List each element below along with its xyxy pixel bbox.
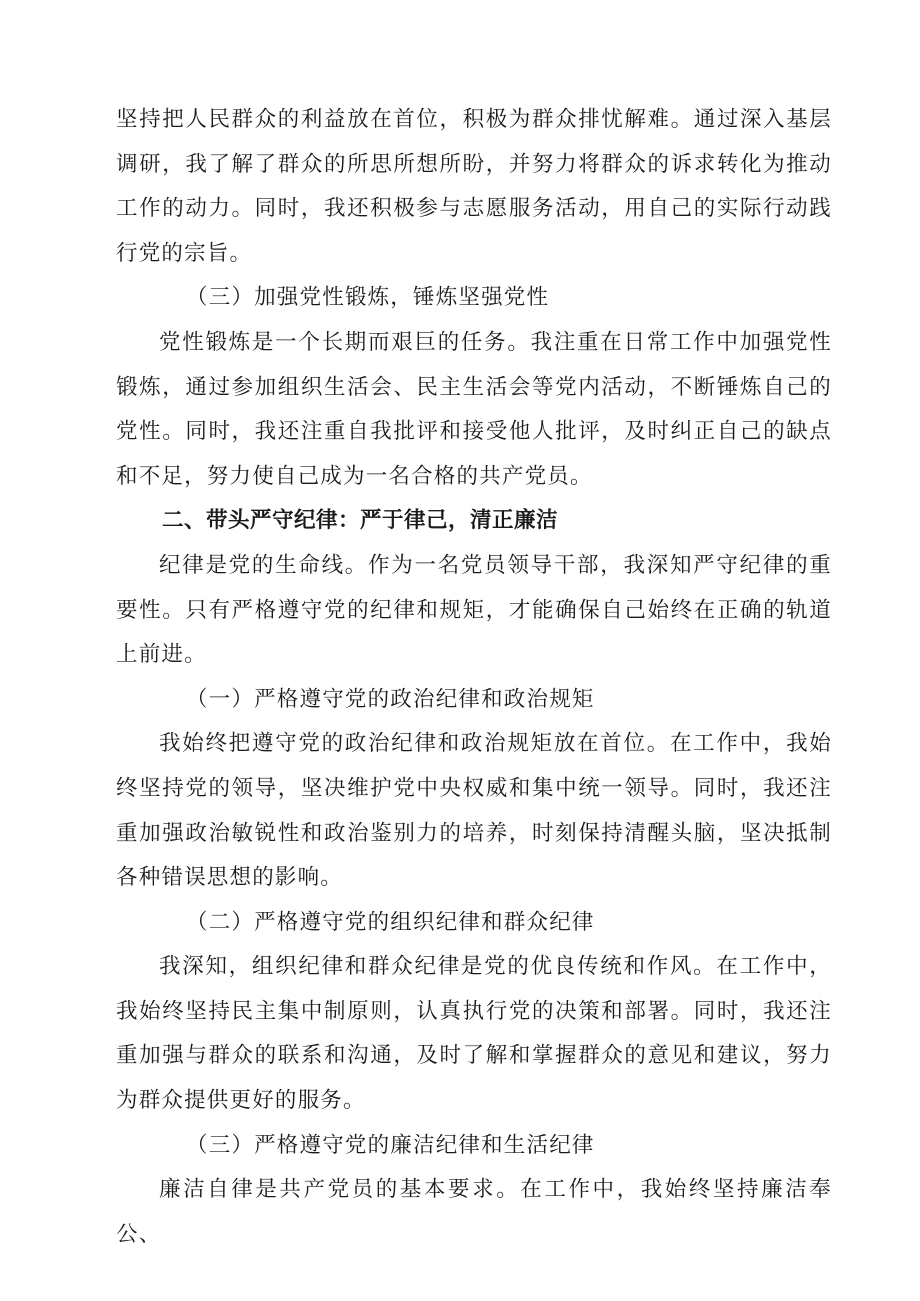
document-body <box>116 98 832 1257</box>
paragraph: 党性锻炼是一个长期而艰巨的任务。我注重在日常工作中加强党性锻炼，通过参加组织生活会、民主生活会等党内活动，不断锤炼自己的党性。同时，我还注重自我批评和接受他人批评，及时纠正自己的缺点和不足，努力使自己成为一名合格的共产党员。 <box>116 329 832 489</box>
paragraph: 我始终把遵守党的政治纪律和政治规矩放在首位。在工作中，我始终坚持党的领导，坚决维护党中央权威和集中统一领导。同时，我还注重加强政治敏锐性和政治鉴别力的培养，时刻保持清醒头脑，坚决抵制各种错误思想的影响。 <box>116 731 832 891</box>
section-heading: 二、带头严守纪律：严于律己，清正廉洁 <box>162 508 559 534</box>
subsection-heading: （二）严格遵守党的组织纪律和群众纪律 <box>186 909 595 935</box>
paragraph: 纪律是党的生命线。作为一名党员领导干部，我深知严守纪律的重要性。只有严格遵守党的纪律和规矩，才能确保自己始终在正确的轨道上前进。 <box>116 552 832 668</box>
subsection-heading: （三）严格遵守党的廉洁纪律和生活纪律 <box>186 1132 595 1158</box>
paragraph-continuation: 坚持把人民群众的利益放在首位，积极为群众排忧解难。通过深入基层调研，我了解了群众的所思所想所盼，并努力将群众的诉求转化为推动工作的动力。同时，我还积极参与志愿服务活动，用自己的实际行动践行党的宗旨。 <box>116 107 832 266</box>
subsection-heading: （三）加强党性锻炼，锤炼坚强党性 <box>186 285 550 311</box>
paragraph: 廉洁自律是共产党员的基本要求。在工作中，我始终坚持廉洁奉公、 <box>116 1177 832 1247</box>
subsection-heading: （一）严格遵守党的政治纪律和政治规矩 <box>186 686 595 712</box>
paragraph: 我深知，组织纪律和群众纪律是党的优良传统和作风。在工作中，我始终坚持民主集中制原则，认真执行党的决策和部署。同时，我还注重加强与群众的联系和沟通，及时了解和掌握群众的意见和建议，努力为群众提供更好的服务。 <box>116 954 832 1114</box>
